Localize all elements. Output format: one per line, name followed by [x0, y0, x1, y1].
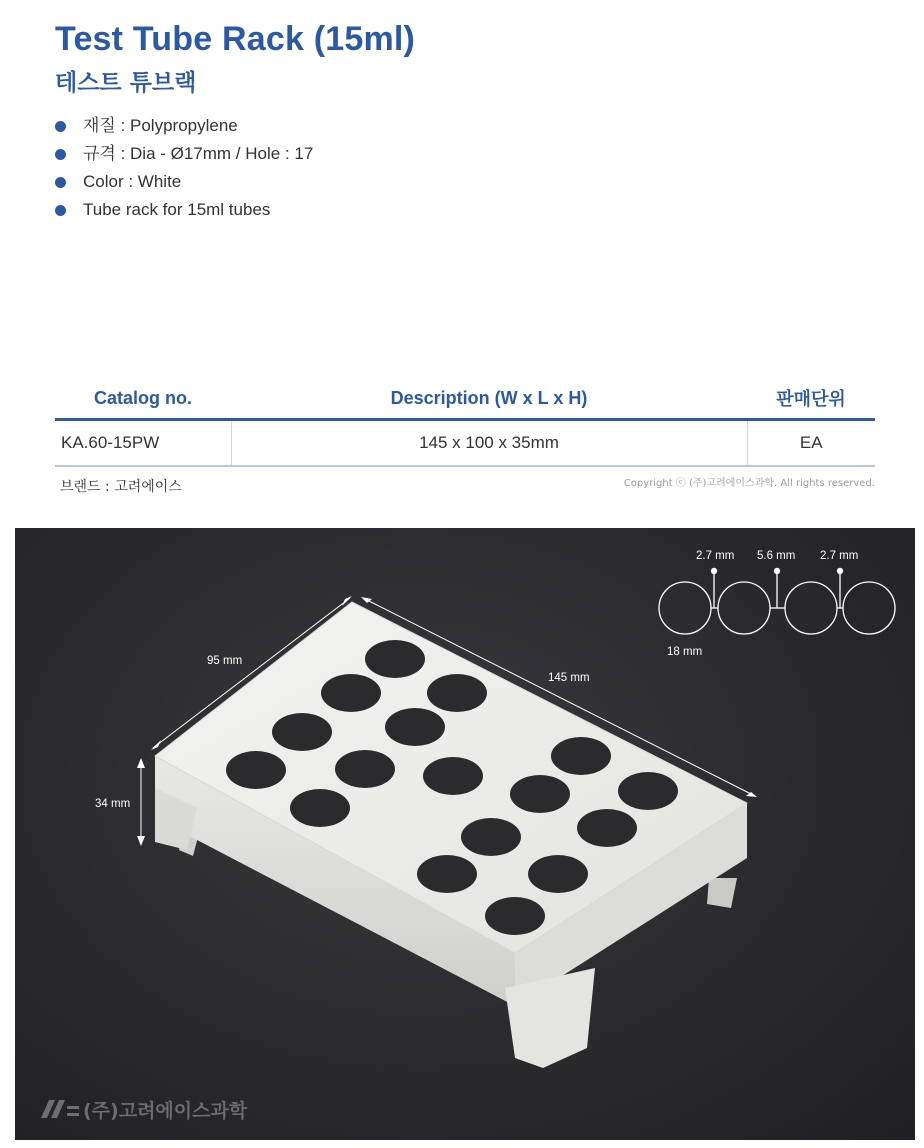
gap-left-label: 2.7 mm: [696, 550, 735, 562]
hole: [321, 674, 381, 712]
hole-diagram-circle: [659, 582, 711, 634]
hole: [485, 897, 545, 935]
hole-spacing-diagram: [659, 571, 895, 634]
bullet-icon: [55, 149, 66, 160]
hole: [577, 809, 637, 847]
hole: [417, 855, 477, 893]
watermark-logo: [41, 1099, 248, 1122]
hole: [226, 751, 286, 789]
page-title: Test Tube Rack (15ml): [55, 20, 416, 58]
bullet-icon: [55, 205, 66, 216]
hole: [618, 772, 678, 810]
hole-diagram-circle: [718, 582, 770, 634]
hole: [423, 757, 483, 795]
gap-mid-label: 5.6 mm: [757, 550, 796, 562]
hole: [272, 713, 332, 751]
spec-item-material: 재질 : Polypropylene: [55, 112, 313, 140]
brand-label: 브랜드 : 고려에이스: [60, 479, 182, 495]
spec-item-color: Color : White: [55, 168, 313, 196]
hole: [427, 674, 487, 712]
spec-item-size: 규격 : Dia - Ø17mm / Hole : 17: [55, 140, 313, 168]
rack-leg-back-right: [707, 878, 737, 908]
hole: [461, 818, 521, 856]
hole: [290, 789, 350, 827]
catalog-table: [55, 378, 875, 467]
bullet-icon: [55, 121, 66, 132]
spec-list: [55, 112, 313, 224]
hole: [510, 775, 570, 813]
gap-right-label: 2.7 mm: [820, 550, 859, 562]
spec-item-usage: Tube rack for 15ml tubes: [55, 196, 313, 224]
header-description: Description (W x L x H): [231, 378, 747, 420]
hole: [385, 708, 445, 746]
bullet-icon: [55, 177, 66, 188]
height-label: 34 mm: [95, 798, 131, 810]
page-subtitle: 테스트 튜브랙: [55, 70, 197, 96]
table-row: [55, 420, 875, 467]
width-label: 95 mm: [207, 655, 243, 667]
company-logo-icon: [41, 1100, 79, 1118]
header-catalog-no: Catalog no.: [55, 378, 231, 420]
rack-illustration: [15, 528, 915, 1140]
hole-dia-label: 18 mm: [667, 646, 703, 658]
hole: [528, 855, 588, 893]
watermark-text: (주)고려에이스과학: [83, 1100, 248, 1122]
length-label: 145 mm: [548, 672, 590, 684]
header-unit: 판매단위: [747, 378, 875, 420]
hole-diagram-circle: [843, 582, 895, 634]
cell-unit: EA: [747, 420, 875, 467]
table-header-row: [55, 378, 875, 420]
hole: [551, 737, 611, 775]
copyright-text: Copyright ⓒ (주)고려에이스과학. All rights reserved.: [623, 478, 875, 489]
cell-description: 145 x 100 x 35mm: [231, 420, 747, 467]
hole: [365, 640, 425, 678]
hole: [335, 750, 395, 788]
cell-catalog-no: KA.60-15PW: [55, 420, 231, 467]
hole-diagram-circle: [785, 582, 837, 634]
product-photo: [15, 528, 915, 1140]
